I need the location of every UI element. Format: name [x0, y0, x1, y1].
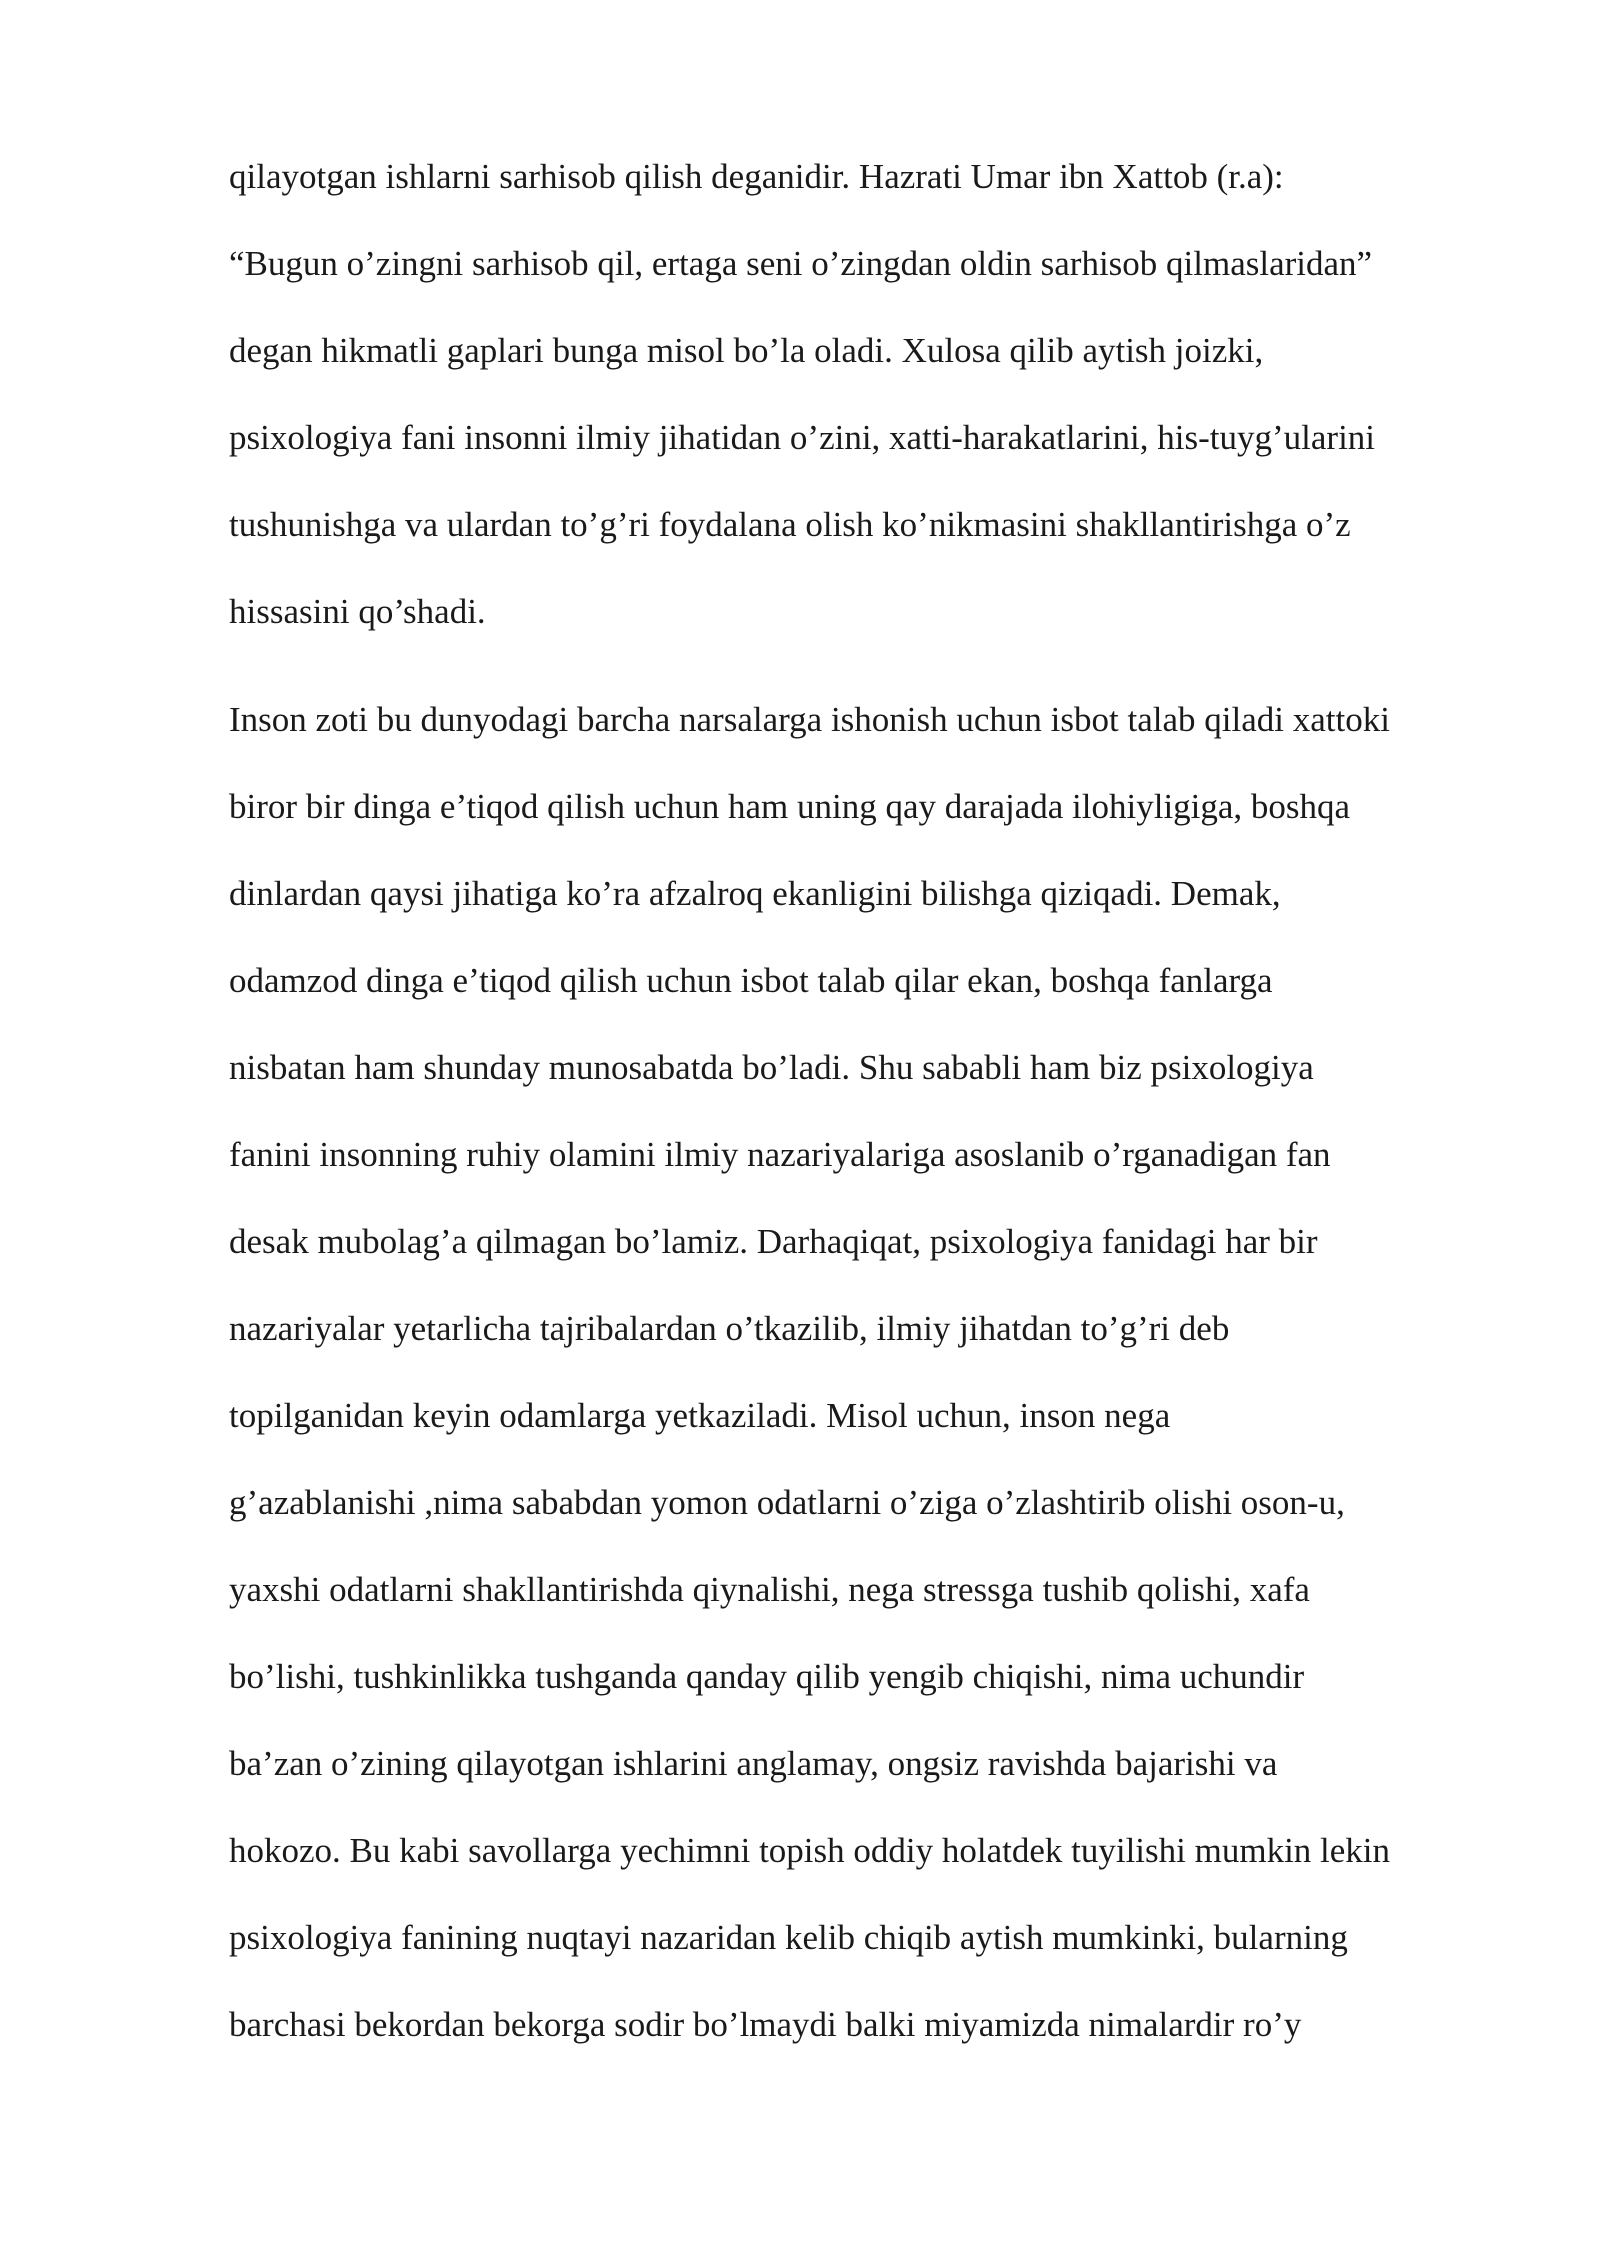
paragraph-1 — [229, 147, 1529, 669]
paragraph-spacing — [229, 669, 1529, 690]
text-line: g’azablanishi ,nima sababdan yomon odatlarni o’ziga o’zlashtirib olishi oson-u, — [229, 1483, 1345, 1522]
text-line: ba’zan o’zining qilayotgan ishlarini anglamay, ongsiz ravishda bajarishi va — [229, 1744, 1278, 1783]
text-line: hokozo. Bu kabi savollarga yechimni topish oddiy holatdek tuyilishi mumkin lekin — [229, 1831, 1391, 1870]
text-line: biror bir dinga e’tiqod qilish uchun ham uning qay darajada ilohiyligiga, boshqa — [229, 787, 1351, 826]
paragraph-2 — [229, 690, 1529, 2082]
text-line: bo’lishi, tushkinlikka tushganda qanday qilib yengib chiqishi, nima uchundir — [229, 1657, 1305, 1696]
text-line: tushunishga va ulardan to’g’ri foydalana olish ko’nikmasini shakllantirishga o’z — [229, 505, 1351, 544]
text-line: psixologiya fani insonni ilmiy jihatidan o’zini, xatti-harakatlarini, his-tuyg’ularini — [229, 418, 1376, 457]
text-line: nisbatan ham shunday munosabatda bo’ladi. Shu sababli ham biz psixologiya — [229, 1048, 1314, 1087]
text-line: barchasi bekordan bekorga sodir bo’lmaydi balki miyamizda nimalardir ro’y — [229, 2005, 1302, 2044]
text-line: desak mubolag’a qilmagan bo’lamiz. Darhaqiqat, psixologiya fanidagi har bir — [229, 1222, 1318, 1261]
text-line: odamzod dinga e’tiqod qilish uchun isbot talab qilar ekan, boshqa fanlarga — [229, 961, 1273, 1000]
text-line: Inson zoti bu dunyodagi barcha narsalarga ishonish uchun isbot talab qiladi xattoki — [229, 700, 1390, 739]
text-line: topilganidan keyin odamlarga yetkaziladi. Misol uchun, inson nega — [229, 1396, 1171, 1435]
text-line: psixologiya fanining nuqtayi nazaridan kelib chiqib aytish mumkinki, bularning — [229, 1918, 1348, 1957]
text-line: fanini insonning ruhiy olamini ilmiy nazariyalariga asoslanib o’rganadigan fan — [229, 1135, 1331, 1174]
text-line: degan hikmatli gaplari bunga misol bo’la oladi. Xulosa qilib aytish joizki, — [229, 331, 1264, 370]
document-body — [229, 147, 1529, 2082]
text-line: hissasini qo’shadi. — [229, 592, 486, 631]
text-line: qilayotgan ishlarni sarhisob qilish deganidir. Hazrati Umar ibn Xattob (r.a): — [229, 157, 1284, 196]
text-line: dinlardan qaysi jihatiga ko’ra afzalroq ekanligini bilishga qiziqadi. Demak, — [229, 874, 1281, 913]
text-line: nazariyalar yetarlicha tajribalardan o’tkazilib, ilmiy jihatdan to’g’ri deb — [229, 1309, 1230, 1348]
text-line: “Bugun o’zingni sarhisob qil, ertaga seni o’zingdan oldin sarhisob qilmaslaridan” — [229, 244, 1373, 283]
text-line: yaxshi odatlarni shakllantirishda qiynalishi, nega stressga tushib qolishi, xafa — [229, 1570, 1310, 1609]
